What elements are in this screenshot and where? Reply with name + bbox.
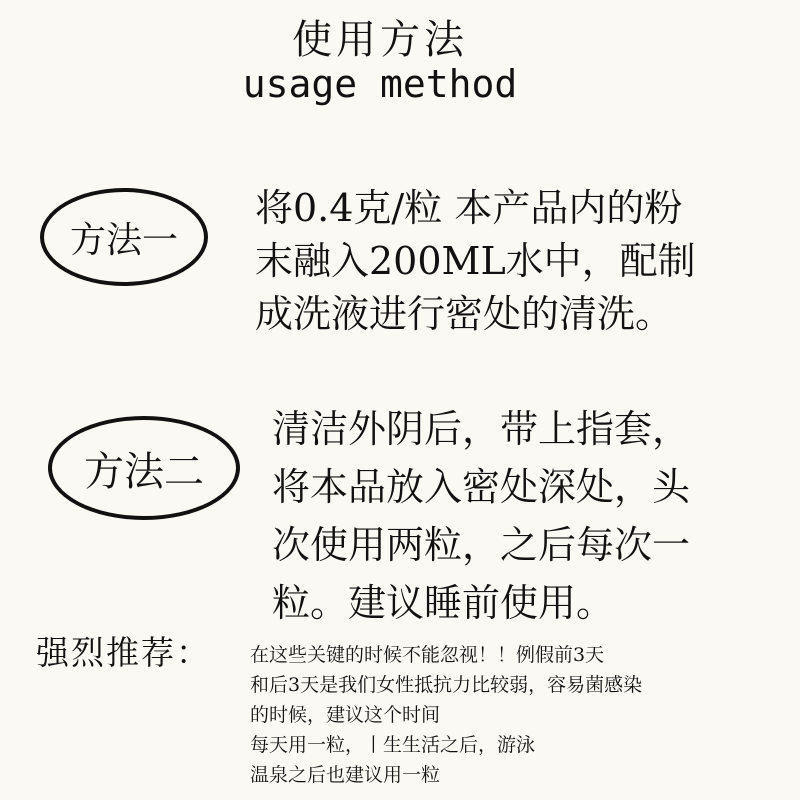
recommend-line: 在这些关键的时候不能忽视！！例假前3天 bbox=[250, 644, 605, 666]
page-subtitle: usage method bbox=[242, 62, 518, 106]
method-two-badge bbox=[48, 416, 240, 520]
method-two-line: 将本品放入密处深处，头 bbox=[272, 465, 691, 509]
recommend-line: 温泉之后也建议用一粒 bbox=[250, 764, 441, 786]
method-one-line: 将0.4克/粒 本产品内的粉 bbox=[255, 186, 683, 230]
recommend-line: 和后3天是我们女性抵抗力比较弱，容易菌感染 bbox=[250, 674, 643, 696]
method-one-badge bbox=[40, 188, 208, 286]
page-title: 使用方法 bbox=[292, 17, 468, 63]
recommend-line: 每天用一粒，丨生生活之后，游泳 bbox=[250, 734, 536, 756]
recommend-label: 强烈推荐： bbox=[36, 633, 211, 672]
method-two-line: 清洁外阴后，带上指套， bbox=[272, 407, 691, 451]
recommend-line: 的时候，建议这个时间 bbox=[250, 704, 441, 726]
method-one-line: 末融入200ML水中，配制 bbox=[255, 239, 696, 283]
method-one-line: 成洗液进行密处的清洗。 bbox=[255, 292, 674, 336]
method-one-label: 方法一 bbox=[69, 219, 178, 261]
method-two-text bbox=[272, 400, 792, 632]
method-two-label: 方法二 bbox=[84, 448, 204, 495]
method-two-line: 粒。建议睡前使用。 bbox=[272, 581, 615, 625]
method-one-text bbox=[255, 182, 795, 341]
method-two-line: 次使用两粒，之后每次一 bbox=[272, 523, 691, 567]
recommend-text bbox=[250, 640, 795, 790]
